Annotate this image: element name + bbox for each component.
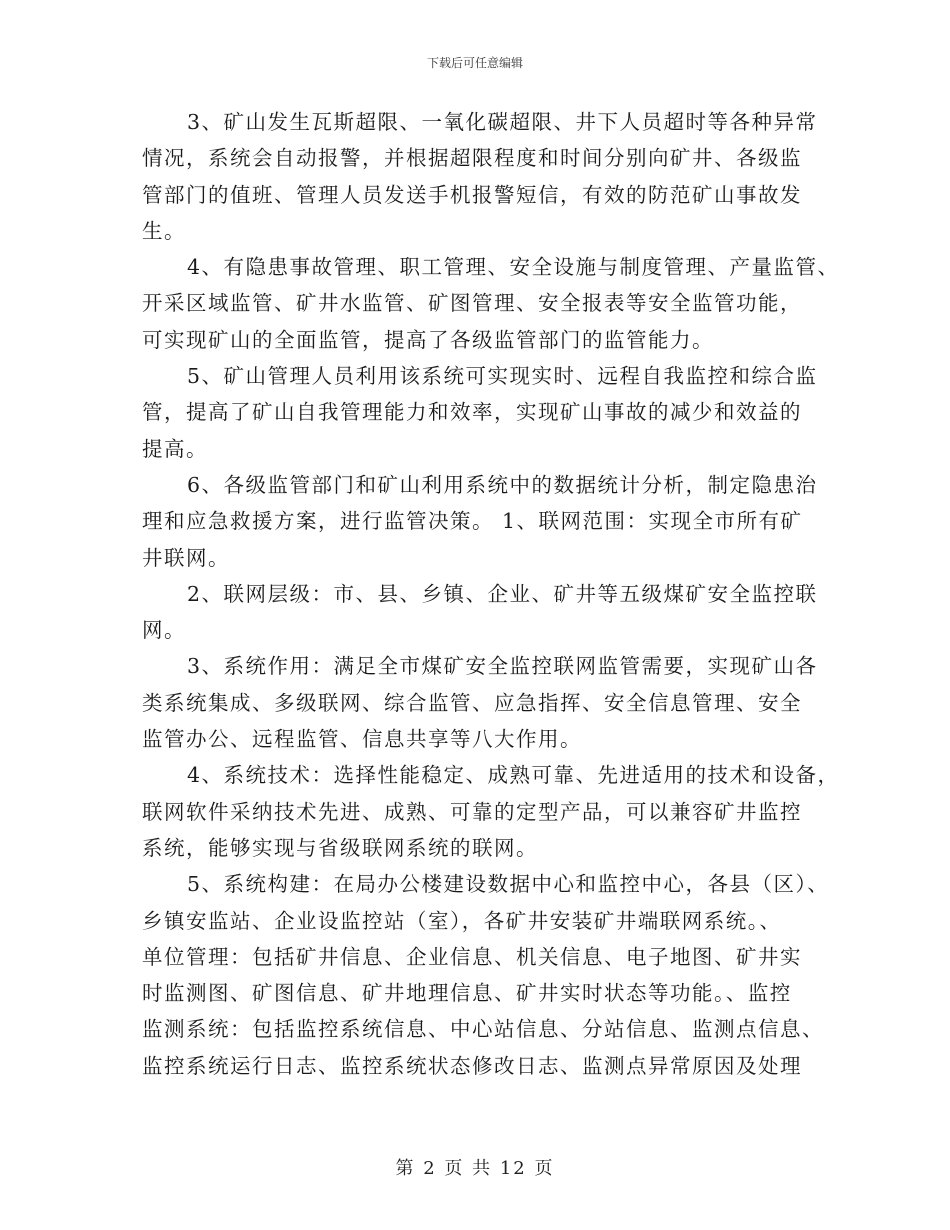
- text-line: 生。: [142, 218, 186, 243]
- text-line: 类系统集成、多级联网、综合监管、应急指挥、安全信息管理、安全: [142, 690, 802, 715]
- document-body: [142, 104, 840, 1084]
- text-line: 6、各级监管部门和矿山利用系统中的数据统计分析，制定隐患治: [187, 472, 818, 497]
- text-line: 监管办公、远程监管、信息共享等八大作用。: [142, 727, 582, 752]
- text-line: 4、系统技术：选择性能稳定、成熟可靠、先进适用的技术和设备，: [187, 763, 840, 788]
- text-line: 网。: [142, 618, 186, 643]
- text-line: 情况，系统会自动报警，并根据超限程度和时间分别向矿井、各级监: [142, 146, 802, 171]
- text-line: 3、矿山发生瓦斯超限、一氧化碳超限、井下人员超时等各种异常: [187, 110, 818, 134]
- text-line: 5、矿山管理人员利用该系统可实现实时、远程自我监控和综合监: [187, 364, 818, 389]
- text-line: 2、联网层级：市、县、乡镇、企业、矿井等五级煤矿安全监控联: [187, 581, 818, 606]
- text-line: 管，提高了矿山自我管理能力和效率，实现矿山事故的减少和效益的: [142, 400, 802, 425]
- text-line: 井联网。: [142, 545, 230, 570]
- text-line: 乡镇安监站、企业设监控站（室），各矿井安装矿井端联网系统。、: [142, 908, 782, 933]
- text-line: 管部门的值班、管理人员发送手机报警短信，有效的防范矿山事故发: [142, 182, 802, 207]
- text-line: 监控系统运行日志、监控系统状态修改日志、监测点异常原因及处理: [142, 1053, 802, 1078]
- text-line: 联网软件采纳技术先进、成熟、可靠的定型产品，可以兼容矿井监控: [142, 799, 802, 824]
- text-line: 提高。: [142, 436, 208, 461]
- text-line: 5、系统构建：在局办公楼建设数据中心和监控中心，各县（区）、: [187, 872, 830, 897]
- text-line: 开采区域监管、矿井水监管、矿图管理、安全报表等安全监管功能，: [142, 291, 802, 316]
- text-line: 单位管理：包括矿井信息、企业信息、机关信息、电子地图、矿井实: [142, 944, 802, 969]
- text-line: 时监测图、矿图信息、矿井地理信息、矿井实时状态等功能。、监控: [142, 981, 792, 1006]
- text-line: 3、系统作用：满足全市煤矿安全监控联网监管需要，实现矿山各: [187, 654, 818, 679]
- text-line: 4、有隐患事故管理、职工管理、安全设施与制度管理、产量监管、: [187, 255, 840, 280]
- page-footer: 第 2 页 共 12 页: [395, 1158, 555, 1179]
- text-line: 监测系统：包括监控系统信息、中心站信息、分站信息、监测点信息、: [142, 1017, 824, 1042]
- text-line: 可实现矿山的全面监管，提高了各级监管部门的监管能力。: [142, 327, 714, 352]
- text-line: 系统，能够实现与省级联网系统的联网。: [142, 835, 538, 860]
- page-header: 下载后可任意编辑: [426, 56, 523, 70]
- text-line: 理和应急救援方案，进行监管决策。 1、联网范围：实现全市所有矿: [142, 509, 803, 534]
